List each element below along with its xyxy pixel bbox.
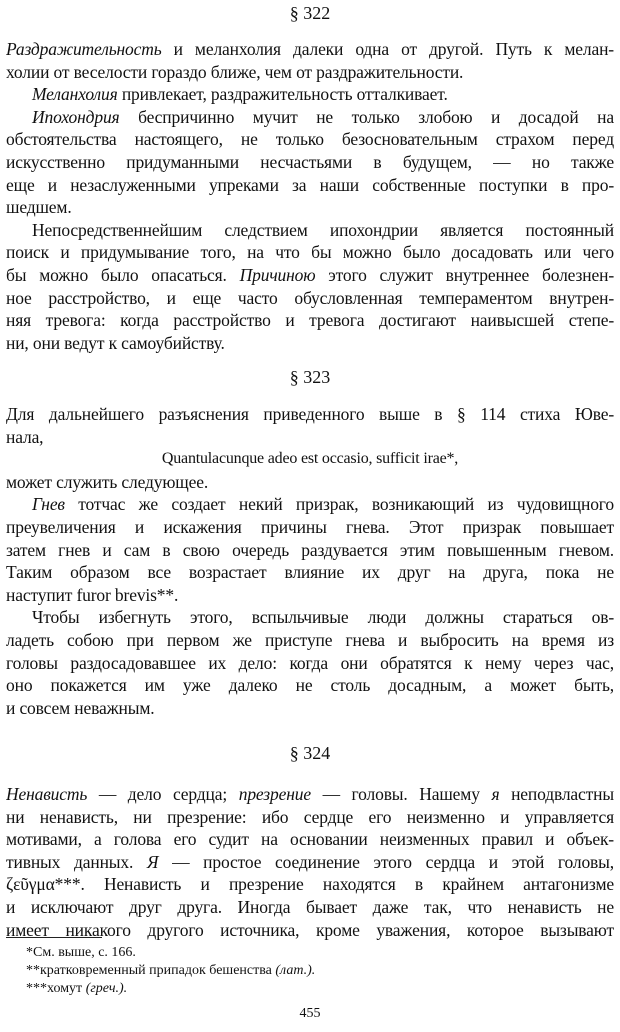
paragraph-line: наступит furor brevis**. <box>6 584 179 605</box>
paragraph-line: няя тревога: когда расстройство и тревога достигают наивысшей степе- <box>6 310 614 331</box>
paragraph-line: тивных данных. Я — простое соединение этого сердца и этой головы, <box>6 851 614 872</box>
italic-term: презрение <box>238 784 311 804</box>
italic-term: я <box>491 784 500 804</box>
paragraph-line: поиск и придумывание того, на что бы можно было досадовать или чего <box>6 242 614 263</box>
italic-term: Меланхолия <box>32 84 118 105</box>
section-heading-324: § 324 <box>289 743 331 763</box>
page-number: 455 <box>299 1006 321 1021</box>
paragraph-line: оно покажется им уже далеко не столь досадным, а может быть, <box>6 675 614 696</box>
paragraph-line: мотивами, а голова его судит на основании неизменных правил и объек- <box>6 829 614 850</box>
paragraph-line: ное расстройство, и еще часто обусловленная темпераментом внутрен- <box>6 287 614 308</box>
section-322-text <box>6 38 614 354</box>
paragraph-line: имеет никакого другого источника, кроме уважения, которое вызывают <box>6 919 614 940</box>
section-heading-323: § 323 <box>289 367 331 387</box>
footnote-3: ***хомут (греч.). <box>26 981 128 996</box>
italic-term: Ипохондрия <box>32 106 120 127</box>
paragraph-line: еще и незаслуженными упреками за наши собственные поступки в про- <box>6 174 614 195</box>
paragraph-line: и исключают друг друга. Иногда бывает даже так, что ненависть не <box>6 896 614 917</box>
section-323-text <box>6 403 614 719</box>
italic-term: Я <box>146 851 159 872</box>
paragraph-line: бы можно было опасаться. Причиною этого служит внутреннее болезнен- <box>6 264 614 285</box>
footnote-2: **кратковременный припадок бешенства (лат.). <box>26 963 316 978</box>
section-324-text <box>6 783 614 941</box>
paragraph-line: шедшем. <box>6 197 72 218</box>
paragraph-line: холии от веселости гораздо ближе, чем от раздражительности. <box>6 61 464 82</box>
paragraph-line: Чтобы избегнуть этого, вспыльчивые люди должны стараться ов- <box>32 607 614 628</box>
footnote-divider <box>6 937 102 938</box>
paragraph-line: ζεῦγμα***. Ненависть и презрение находятся в крайнем антагонизме <box>6 874 614 895</box>
italic-term: Ненависть <box>6 784 88 804</box>
paragraph-line: Гнев тотчас же создает некий призрак, возникающий из чудовищного <box>32 494 614 515</box>
paragraph-line: Меланхолия привлекает, раздражительность отталкивает. <box>32 84 448 105</box>
paragraph-line: преувеличения и искажения причины гнева. Этот призрак повышает <box>6 516 614 537</box>
paragraph-line: ни, они ведут к самоубийству. <box>6 332 225 353</box>
paragraph-line: Раздражительность и меланхолия далеки одна от другой. Путь к мелан- <box>6 39 614 59</box>
paragraph-line: ладеть собою при первом же приступе гнева и выбросить на время из <box>6 629 614 650</box>
paragraph-line: и совсем неважным. <box>6 697 155 718</box>
italic-term: Раздражительность <box>6 39 162 59</box>
paragraph-line: головы раздосадовавшее их дело: когда они обратятся к нему через час, <box>6 652 614 673</box>
paragraph-line: Ипохондрия беспричинно мучит не только злобою и досадой на <box>32 106 614 127</box>
paragraph-line: обстоятельства настоящего, не только безосновательным страхом перед <box>6 129 614 150</box>
paragraph-line: ни ненависть, ни презрение: ибо сердце его неизменно и управляется <box>6 806 614 827</box>
footnote-1: *См. выше, с. 166. <box>26 945 136 960</box>
italic-term: Причиною <box>239 264 316 285</box>
latin-quote: Quantulacunque adeo est occasio, sufficit irae*, <box>161 450 459 468</box>
italic-term: Гнев <box>32 494 65 515</box>
section-heading-322: § 322 <box>289 3 331 23</box>
paragraph-line: Непосредственнейшим следствием ипохондрии является постоянный <box>32 219 614 240</box>
paragraph-line: затем гнев и сам в свою очередь раздувается этим повышенным гневом. <box>6 539 614 560</box>
paragraph-line: Ненависть — дело сердца; презрение — головы. Нашему я неподвластны <box>6 784 614 804</box>
paragraph-line: искусственно придуманными несчастьями в будущем, — но также <box>6 151 614 172</box>
paragraph-line: Таким образом все возрастает влияние их друг на друга, пока не <box>6 562 614 583</box>
paragraph-line: нала, <box>6 426 44 447</box>
paragraph-line: Для дальнейшего разъяснения приведенного выше в § 114 стиха Юве- <box>6 404 614 424</box>
paragraph-line: может служить следующее. <box>6 471 209 492</box>
footnotes <box>26 944 315 998</box>
